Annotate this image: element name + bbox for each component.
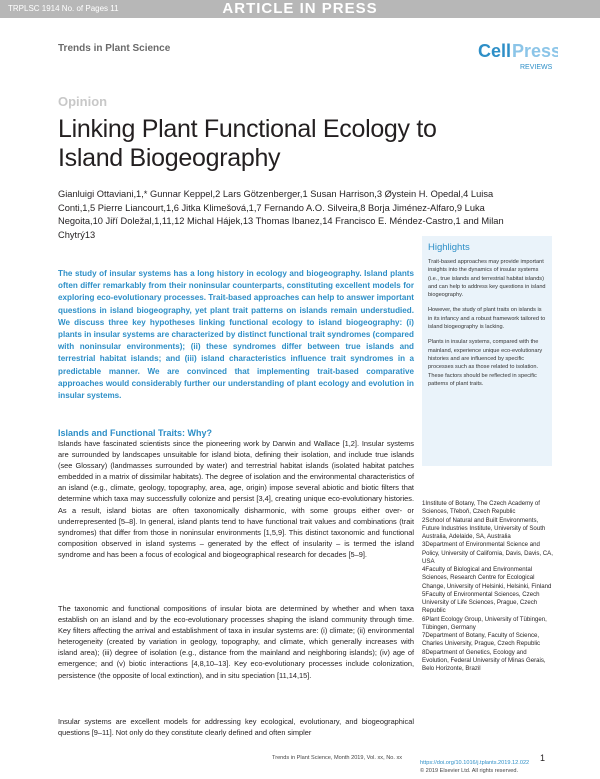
body-paragraph-1: Islands have fascinated scientists since the pioneering work by Darwin and Wallace [1,2]. Insular systems are surrounded by landscapes unsuitable for island biota, defining their isolation, and include true islands (see Glossary) (landmasses surrounded by water) and terrestrial habitat islands (isolated habitat patches embedded in a matrix of dissimilar habitats). The degree of isolation and the environmental characteristics of an island (e.g., climate, geology, topography, area, age, origin) impose several abiotic and biotic filters that determine which taxa may successfully colonize and persist [3,4], creating unique eco-evolutionary histories. As a result, island biotas are often taxonomically disharmonic, with some groups either over- or underrepresented [5–8]. In general, island plants tend to have functional trait values and combinations (trait syndromes) that differ from those in noninsular environments [1,5,9]. This distinct taxonomic and functional composition observed in island systems – generated by the effect of insularity – is termed the island syndrome and has been a focus of ecological and biogeographical research for decades [5–9].: [58, 439, 414, 559]
article-title: Linking Plant Functional Ecology to Island Biogeography: [58, 115, 437, 172]
highlights-box: [422, 236, 552, 466]
logo-cell: Cell: [478, 41, 512, 61]
section-heading: Islands and Functional Traits: Why?: [58, 428, 213, 438]
author-list: Gianluigi Ottaviani,1,* Gunnar Keppel,2 Lars Götzenberger,1 Susan Harrison,3 Øystein H. Opedal,4 Luisa Conti,1,5 Pierre Liancourt,1,6 Jitka Klimešová,1,7 Fernando A.O. Silveira,8 Borja Jiménez-Alfaro,9 Luka Negoita,10 Jiří Doležal,1,11,12 Michal Hájek,13 Thomas Ibanez,14 Francisco E. Méndez-Castro,1 and Milan Chytrý13: [58, 189, 504, 240]
affiliation: 5Faculty of Environmental Sciences, Czech University of Life Sciences, Prague, Czech Republic: [422, 590, 540, 615]
highlight-item: Trait-based approaches may provide important insights into the dynamics of insular systems (i.e., true islands and terrestrial habitat islands) and can help to address key questions in island biogeography.: [428, 259, 546, 299]
highlight-item: Plants in insular systems, compared with the mainland, experience unique eco-evolutionary histories and are influenced by specific processes such as those related to isolation. These factors should be reflected in specific patterns of plant traits.: [428, 339, 543, 387]
footer-citation: Trends in Plant Science, Month 2019, Vol. xx, No. xx: [272, 755, 403, 761]
affiliation: 1Institute of Botany, The Czech Academy of Sciences, Třeboň, Czech Republic: [422, 500, 540, 516]
affiliation: 6Plant Ecology Group, University of Tübingen, Tübingen, Germany: [422, 615, 547, 631]
body-paragraph-2: The taxonomic and functional compositions of insular biota are determined by whether and when taxa establish on an island and by the eco-evolutionary processes shaping the island community through time. Key filters affecting the arrival and establishment of taxa in insular systems are: (i) climate; (ii) environmental heterogeneity (created by variation in geology, topography, and climate, which generally increases with island area); (iii) degree of isolation (e.g., distance from the mainland and neighboring islands); (iv) age of emergence; and (v) biotic interactions [4,8,10–13]. Key eco-evolutionary processes include colonization, persistence (the opposite of local extinction), and in situ speciation [11,14,15].: [58, 604, 414, 680]
affiliations: [422, 500, 554, 673]
affiliation: 2School of Natural and Built Environments, Future Industries Institute, University of South Australia, Adelaide, SA, Australia: [422, 516, 546, 540]
affiliation: 3Department of Environmental Science and Policy, University of California, Davis, Davis, CA, USA: [422, 541, 553, 565]
cellpress-logo-icon: [478, 36, 558, 76]
body-paragraph-3: Insular systems are excellent models for addressing key ecological, evolutionary, and biogeographical questions [9–11]. Not only do they constitute clearly defined and often simpler: [58, 717, 414, 738]
affiliation: 7Department of Botany, Faculty of Science, Charles University, Prague, Czech Republic: [422, 632, 541, 648]
status-banner-text: ARTICLE IN PRESS: [222, 0, 378, 17]
affiliation: 8Department of Genetics, Ecology and Evolution, Federal University of Minas Gerais, Belo Horizonte, Brazil: [422, 648, 546, 672]
journal-name: Trends in Plant Science: [58, 43, 171, 54]
manuscript-ref: TRPLSC 1914 No. of Pages 11: [8, 4, 119, 13]
article-in-press-banner: [0, 0, 600, 18]
highlight-item: However, the study of plant traits on islands is in its infancy and a robust framework tailored to island biogeography is lacking.: [428, 307, 546, 331]
logo-press: Press: [512, 41, 558, 61]
cellpress-logo[interactable]: [478, 36, 558, 76]
highlights-heading: Highlights: [428, 242, 470, 253]
article-type: Opinion: [58, 94, 108, 109]
doi-link[interactable]: https://doi.org/10.1016/j.tplants.2019.12.022: [420, 760, 530, 766]
page-number: 1: [540, 753, 546, 763]
affiliation: 4Faculty of Biological and Environmental Sciences, Research Centre for Ecological Change, University of Helsinki, Helsinki, Finland: [422, 566, 552, 590]
logo-reviews: REVIEWS: [520, 64, 553, 71]
abstract: The study of insular systems has a long history in ecology and biogeography. Island plants often differ remarkably from their noninsular counterparts, constituting excellent models for exploring eco-evolutionary processes. Trait-based approaches can help to answer important questions in island biogeography, yet plant trait patterns on islands remain understudied. We discuss three key hypotheses linking functional ecology to island biogeography: (i) plants in insular systems are characterized by distinct functional trait syndromes (compared with noninsular environments); (ii) these syndromes differ between true islands and terrestrial habitat islands; and (iii) island characteristics influence trait syndromes in a predictable manner. We are convinced that implementing trait-based comparative approaches would considerably further our understanding of plant ecology and evolution in insular systems.: [58, 269, 414, 401]
copyright: © 2019 Elsevier Ltd. All rights reserved.: [420, 768, 519, 774]
